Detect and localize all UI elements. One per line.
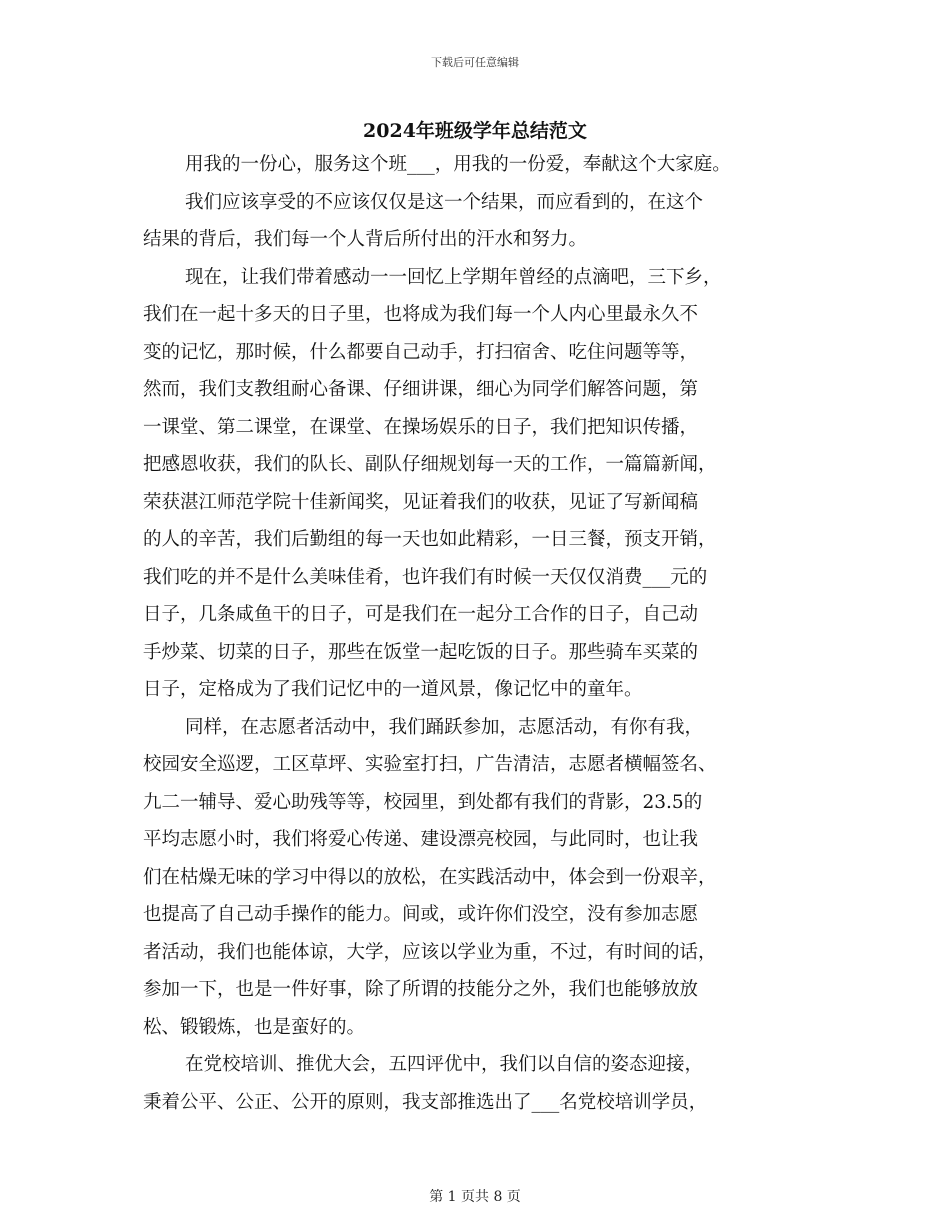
paragraph-line: 日子，几条咸鱼干的日子，可是我们在一起分工合作的日子，自己动 [143,604,699,625]
paragraph-line: 我们应该享受的不应该仅仅是这一个结果，而应看到的，在这个 [185,191,704,213]
paragraph-line: 一课堂、第二课堂，在课堂、在操场娱乐的日子，我们把知识传播， [143,416,699,438]
paragraph-line: 手炒菜、切菜的日子，那些在饭堂一起吃饭的日子。那些骑车买菜的 [143,641,699,663]
paragraph-line: 者活动，我们也能体谅，大学，应该以学业为重，不过，有时间的话， [143,941,717,963]
paragraph-line: 把感恩收获，我们的队长、副队仔细规划每一天的工作，一篇篇新闻， [143,454,717,475]
paragraph-line: 然而，我们支教组耐心备课、仔细讲课，细心为同学们解答问题，第 [143,379,699,400]
paragraph-line: 平均志愿小时，我们将爱心传递、建设漂亮校园，与此同时，也让我 [143,829,699,850]
paragraph-line: 我们在一起十多天的日子里，也将成为我们每一个人内心里最永久不 [143,304,699,325]
paragraph-line: 同样，在志愿者活动中，我们踊跃参加，志愿活动，有你有我， [185,716,704,738]
paragraph-line: 在党校培训、推优大会，五四评优中，我们以自信的姿态迎接， [185,1054,704,1075]
paragraph-line: 变的记忆，那时候，什么都要自己动手，打扫宿舍、吃住问题等等， [143,341,699,363]
paragraph-line: 也提高了自己动手操作的能力。间或，或许你们没空，没有参加志愿 [143,904,699,925]
paragraph-line: 用我的一份心，服务这个班___，用我的一份爱，奉献这个大家庭。 [185,154,731,175]
document-body [143,146,823,1121]
document-title: 2024年班级学年总结范文 [363,120,587,142]
paragraph-line: 参加一下，也是一件好事，除了所谓的技能分之外，我们也能够放放 [143,979,699,1000]
paragraph-line: 秉着公平、公正、公开的原则，我支部推选出了___名党校培训学员， [143,1091,708,1113]
header-note: 下载后可任意编辑 [431,56,519,69]
page-footer: 第 1 页共 8 页 [429,1189,521,1205]
paragraph-line: 我们吃的并不是什么美味佳肴，也许我们有时候一天仅仅消费___元的 [143,566,708,588]
paragraph-line: 们在枯燥无味的学习中得以的放松，在实践活动中，体会到一份艰辛， [143,866,717,888]
paragraph-line: 现在，让我们带着感动一一回忆上学期年曾经的点滴吧，三下乡， [185,266,722,288]
paragraph-line: 结果的背后，我们每一个人背后所付出的汗水和努力。 [143,229,588,250]
paragraph-line: 九二一辅导、爱心助残等等，校园里，到处都有我们的背影，23.5的 [143,791,703,813]
paragraph-line: 松、锻锻炼，也是蛮好的。 [143,1016,366,1038]
paragraph-line: 的人的辛苦，我们后勤组的每一天也如此精彩，一日三餐，预支开销， [143,529,717,550]
paragraph-line: 日子，定格成为了我们记忆中的一道风景，像记忆中的童年。 [143,679,643,700]
paragraph-line: 荣获湛江师范学院十佳新闻奖，见证着我们的收获，见证了写新闻稿 [143,491,699,513]
paragraph-line: 校园安全巡逻，工区草坪、实验室打扫，广告清洁，志愿者横幅签名、 [143,754,717,775]
